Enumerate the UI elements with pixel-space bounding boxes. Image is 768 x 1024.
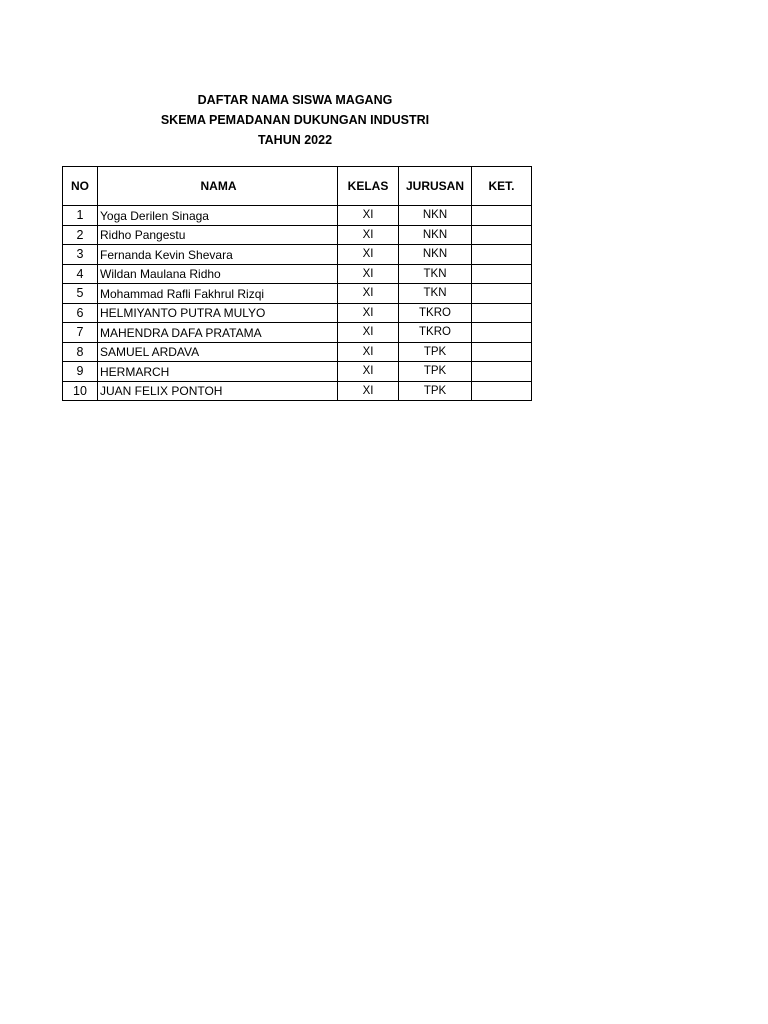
cell-jurusan: TPK <box>399 381 472 401</box>
cell-nama: SAMUEL ARDAVA <box>98 342 338 362</box>
cell-nama: MAHENDRA DAFA PRATAMA <box>98 323 338 343</box>
table-row <box>63 303 532 323</box>
header-jurusan: JURUSAN <box>399 167 472 206</box>
table-row <box>63 381 532 401</box>
cell-jurusan: TKRO <box>399 303 472 323</box>
header-kelas: KELAS <box>338 167 399 206</box>
cell-kelas: XI <box>338 284 399 304</box>
cell-no: 3 <box>63 245 98 265</box>
cell-kelas: XI <box>338 342 399 362</box>
cell-kelas: XI <box>338 245 399 265</box>
header-no: NO <box>63 167 98 206</box>
cell-jurusan: NKN <box>399 245 472 265</box>
cell-ket <box>472 264 532 284</box>
table-row <box>63 342 532 362</box>
cell-ket <box>472 323 532 343</box>
cell-nama: Wildan Maulana Ridho <box>98 264 338 284</box>
cell-ket <box>472 284 532 304</box>
student-table <box>62 166 532 401</box>
cell-no: 6 <box>63 303 98 323</box>
table-row <box>63 206 532 226</box>
cell-kelas: XI <box>338 264 399 284</box>
cell-no: 5 <box>63 284 98 304</box>
title-line-3: TAHUN 2022 <box>257 133 333 147</box>
table-header-row <box>63 167 532 206</box>
cell-nama: Fernanda Kevin Shevara <box>98 245 338 265</box>
table-row <box>63 264 532 284</box>
cell-no: 9 <box>63 362 98 382</box>
cell-no: 7 <box>63 323 98 343</box>
cell-ket <box>472 303 532 323</box>
cell-nama: HERMARCH <box>98 362 338 382</box>
cell-jurusan: TPK <box>399 342 472 362</box>
cell-nama: JUAN FELIX PONTOH <box>98 381 338 401</box>
cell-kelas: XI <box>338 303 399 323</box>
cell-ket <box>472 245 532 265</box>
title-line-2: SKEMA PEMADANAN DUKUNGAN INDUSTRI <box>160 113 430 127</box>
cell-kelas: XI <box>338 381 399 401</box>
cell-nama: HELMIYANTO PUTRA MULYO <box>98 303 338 323</box>
table-row <box>63 323 532 343</box>
cell-no: 2 <box>63 225 98 245</box>
cell-ket <box>472 342 532 362</box>
header-ket: KET. <box>472 167 532 206</box>
cell-nama: Mohammad Rafli Fakhrul Rizqi <box>98 284 338 304</box>
cell-kelas: XI <box>338 323 399 343</box>
cell-kelas: XI <box>338 225 399 245</box>
cell-jurusan: TKN <box>399 264 472 284</box>
cell-kelas: XI <box>338 362 399 382</box>
cell-ket <box>472 381 532 401</box>
cell-jurusan: TPK <box>399 362 472 382</box>
cell-jurusan: NKN <box>399 225 472 245</box>
header-nama: NAMA <box>98 167 338 206</box>
cell-nama: Yoga Derilen Sinaga <box>98 206 338 226</box>
document-title <box>62 90 528 150</box>
table-row <box>63 362 532 382</box>
cell-no: 1 <box>63 206 98 226</box>
cell-jurusan: NKN <box>399 206 472 226</box>
cell-jurusan: TKRO <box>399 323 472 343</box>
cell-no: 10 <box>63 381 98 401</box>
cell-ket <box>472 225 532 245</box>
cell-ket <box>472 362 532 382</box>
cell-jurusan: TKN <box>399 284 472 304</box>
cell-kelas: XI <box>338 206 399 226</box>
cell-no: 4 <box>63 264 98 284</box>
cell-ket <box>472 206 532 226</box>
table-row <box>63 245 532 265</box>
cell-no: 8 <box>63 342 98 362</box>
title-line-1: DAFTAR NAMA SISWA MAGANG <box>197 93 393 107</box>
cell-nama: Ridho Pangestu <box>98 225 338 245</box>
table-row <box>63 225 532 245</box>
table-row <box>63 284 532 304</box>
